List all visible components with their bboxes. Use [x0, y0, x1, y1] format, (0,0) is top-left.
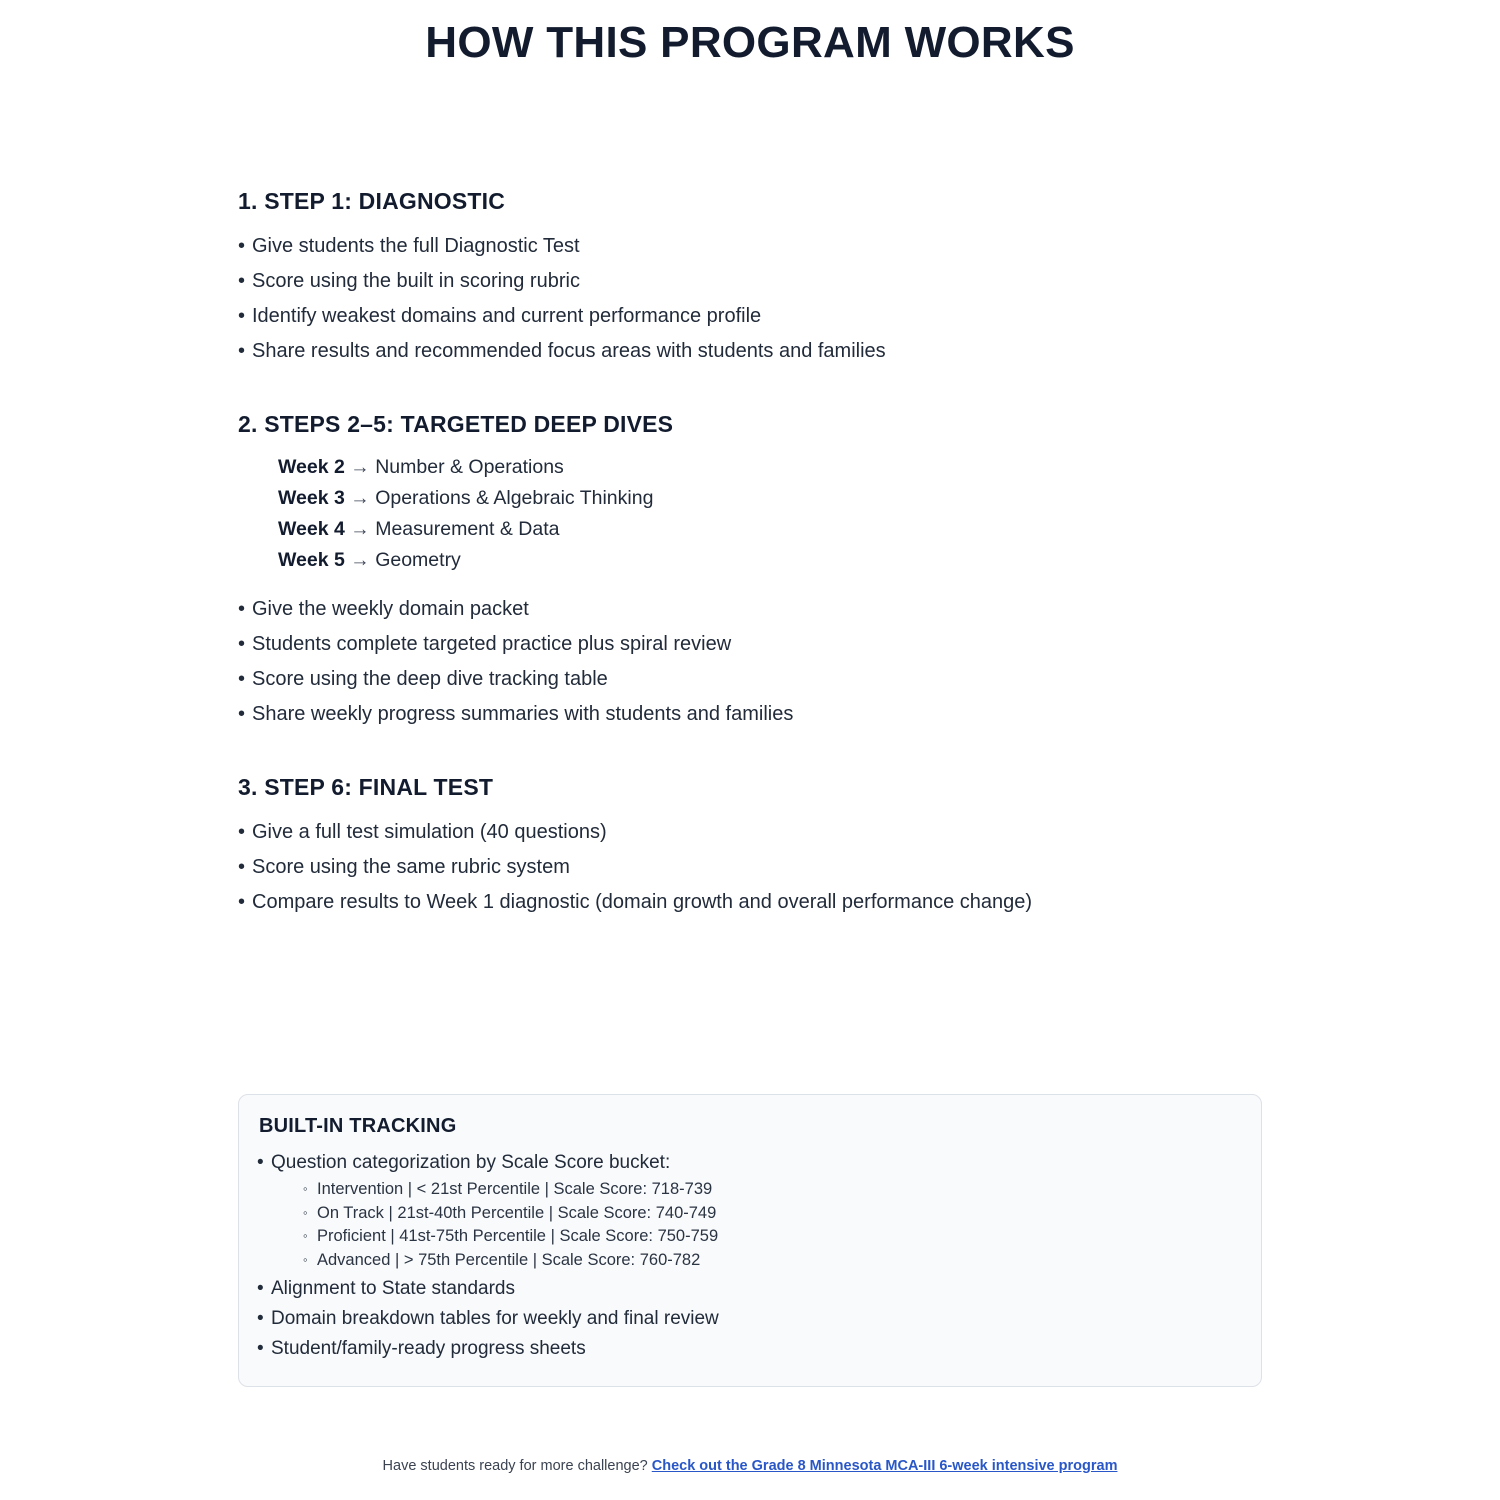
list-item	[303, 1249, 1237, 1273]
list-item	[238, 334, 1300, 369]
steps-container	[0, 188, 1500, 920]
bullet-icon: •	[238, 340, 246, 362]
week-row	[278, 483, 1300, 514]
bucket-text: Advanced | > 75th Percentile | Scale Score: 760-782	[317, 1250, 701, 1269]
page-title: HOW THIS PROGRAM WORKS	[425, 18, 1075, 67]
week-domain: Geometry	[375, 549, 461, 571]
list-item	[238, 697, 1300, 732]
week-domain: Operations & Algebraic Thinking	[375, 487, 654, 509]
list-item-text: Alignment to State standards	[271, 1278, 515, 1299]
list-item-text: Share weekly progress summaries with students and families	[252, 703, 794, 725]
score-bucket-list	[271, 1178, 1237, 1272]
sub-bullet-icon: ◦	[303, 1204, 308, 1220]
step-1-bullets	[238, 229, 1300, 369]
step-2-title: STEPS 2–5: TARGETED DEEP DIVES	[264, 411, 674, 437]
footer	[0, 1458, 1500, 1474]
bullet-icon: •	[257, 1338, 264, 1359]
week-label: Week 2	[278, 456, 345, 478]
bullet-icon: •	[257, 1308, 264, 1329]
week-domain: Number & Operations	[375, 456, 564, 478]
bullet-icon: •	[238, 270, 246, 292]
list-item	[257, 1274, 1237, 1304]
list-item	[238, 815, 1300, 850]
list-item	[257, 1304, 1237, 1334]
arrow-icon: →	[350, 456, 370, 478]
bullet-icon: •	[238, 668, 246, 690]
tracking-list	[257, 1148, 1237, 1364]
step-3-number: 3.	[238, 774, 258, 800]
list-item-text: Share results and recommended focus areas with students and families	[252, 340, 886, 362]
arrow-icon: →	[350, 549, 370, 571]
week-row	[278, 514, 1300, 545]
week-domain-map	[238, 452, 1300, 576]
week-label: Week 5	[278, 549, 345, 571]
list-item-text: Student/family-ready progress sheets	[271, 1338, 586, 1359]
bullet-icon: •	[257, 1152, 264, 1173]
list-item	[238, 662, 1300, 697]
bucket-text: On Track | 21st-40th Percentile | Scale Score: 740-749	[317, 1203, 717, 1222]
list-item	[303, 1178, 1237, 1202]
sub-bullet-icon: ◦	[303, 1228, 308, 1243]
step-1-number: 1.	[238, 188, 258, 214]
step-1-heading	[238, 188, 1300, 215]
list-item	[257, 1334, 1237, 1364]
list-item-text: Students complete targeted practice plus spiral review	[252, 633, 732, 655]
sub-bullet-icon: ◦	[303, 1251, 308, 1267]
list-item-text: Score using the same rubric system	[252, 856, 570, 878]
bullet-icon: •	[238, 703, 246, 725]
week-row	[278, 452, 1300, 483]
step-block-1	[238, 188, 1300, 369]
list-item-text: Give the weekly domain packet	[252, 598, 529, 620]
week-label: Week 4	[278, 518, 345, 540]
list-item	[238, 627, 1300, 662]
arrow-icon: →	[350, 487, 370, 509]
list-item	[257, 1148, 1237, 1272]
week-label: Week 3	[278, 487, 345, 509]
list-item-text: Score using the deep dive tracking table	[252, 668, 608, 690]
list-item-text: Identify weakest domains and current performance profile	[252, 305, 762, 327]
arrow-icon: →	[350, 518, 370, 540]
step-2-number: 2.	[238, 411, 258, 437]
list-item	[238, 264, 1300, 299]
list-item	[238, 592, 1300, 627]
list-item	[303, 1225, 1237, 1249]
bullet-icon: •	[238, 633, 246, 655]
bucket-text: Proficient | 41st-75th Percentile | Scale Score: 750-759	[317, 1227, 719, 1245]
list-item	[238, 299, 1300, 334]
list-item	[238, 229, 1300, 264]
sub-bullet-icon: ◦	[303, 1181, 308, 1196]
step-block-2	[238, 411, 1300, 732]
bullet-icon: •	[238, 891, 246, 913]
week-domain: Measurement & Data	[375, 518, 560, 540]
week-row	[278, 545, 1300, 576]
step-3-title: STEP 6: FINAL TEST	[264, 774, 494, 800]
bullet-icon: •	[238, 856, 246, 878]
tracking-title: BUILT-IN TRACKING	[259, 1115, 457, 1137]
footer-text: Have students ready for more challenge?	[382, 1458, 648, 1474]
list-item	[238, 885, 1300, 920]
step-2-heading	[238, 411, 1300, 438]
step-3-heading	[238, 774, 1300, 801]
list-item-text: Domain breakdown tables for weekly and final review	[271, 1308, 719, 1329]
list-item-text: Give a full test simulation (40 questions)	[252, 821, 607, 843]
footer-link[interactable]: Check out the Grade 8 Minnesota MCA-III 6-week intensive program	[651, 1458, 1118, 1474]
list-item	[303, 1202, 1237, 1226]
list-item-text: Compare results to Week 1 diagnostic (domain growth and overall performance change)	[252, 891, 1033, 913]
step-2-bullets	[238, 592, 1300, 732]
list-item-text: Score using the built in scoring rubric	[252, 270, 580, 292]
bullet-icon: •	[238, 235, 246, 257]
bullet-icon: •	[238, 598, 246, 620]
bullet-icon: •	[238, 305, 246, 327]
list-item	[238, 850, 1300, 885]
list-item-text: Question categorization by Scale Score bucket:	[271, 1152, 671, 1173]
list-item-text: Give students the full Diagnostic Test	[252, 235, 580, 257]
bucket-text: Intervention | < 21st Percentile | Scale Score: 718-739	[317, 1180, 713, 1198]
step-block-3	[238, 774, 1300, 920]
bullet-icon: •	[238, 821, 246, 843]
step-3-bullets	[238, 815, 1300, 920]
built-in-tracking-panel	[238, 1094, 1262, 1387]
step-1-title: STEP 1: DIAGNOSTIC	[264, 188, 506, 214]
bullet-icon: •	[257, 1278, 264, 1299]
